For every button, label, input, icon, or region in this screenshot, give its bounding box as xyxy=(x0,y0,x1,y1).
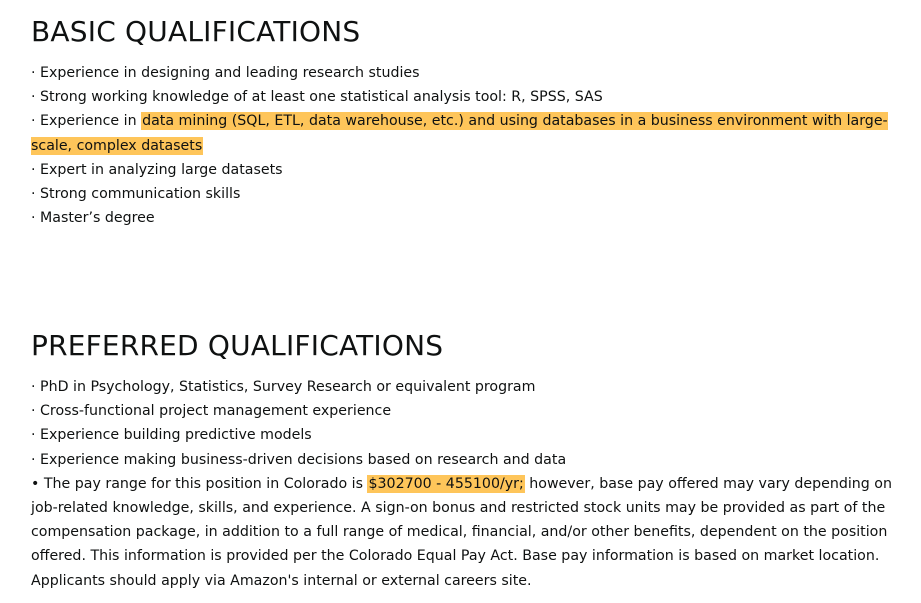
pay-range-details: however, base pay offered may vary depending on job-related knowledge, skills, and experience. A sign-on bonus and restricted stock units may be provided as part of the compensation package, in addition to a full range of medical, financial, and/or other benefits, dependent on the position offered. This information is provided per the Colorado Equal Pay Act. Base pay information is based on market location. Applicants should apply via Amazon's internal or external careers site. xyxy=(31,475,892,589)
list-item: · Experience making business-driven decisions based on research and data xyxy=(31,451,567,468)
list-item-text: · Experience in xyxy=(31,113,142,130)
list-item: · Experience in designing and leading research studies xyxy=(31,65,420,81)
basic-qualifications-list xyxy=(31,61,901,230)
list-item: · Expert in analyzing large datasets xyxy=(31,161,283,178)
list-item: · Experience building predictive models xyxy=(31,427,312,444)
pay-range-paragraph xyxy=(31,472,901,593)
preferred-qualifications-list xyxy=(31,375,901,593)
list-item: · Cross-functional project management experience xyxy=(31,403,392,420)
highlighted-text: data mining (SQL, ETL, data warehouse, etc.) and using databases in a business environment with large-scale, complex datasets xyxy=(31,113,888,154)
preferred-qualifications-heading: PREFERRED QUALIFICATIONS xyxy=(31,329,444,362)
list-item: · Strong working knowledge of at least one statistical analysis tool: R, SPSS, SAS xyxy=(31,89,603,106)
list-item: · Strong communication skills xyxy=(31,186,241,203)
list-item xyxy=(31,109,901,157)
list-item: · PhD in Psychology, Statistics, Survey Research or equivalent program xyxy=(31,379,536,395)
pay-range-prefix: • The pay range for this position in Colorado is xyxy=(31,475,368,492)
list-item: · Master’s degree xyxy=(31,210,155,227)
pay-range-highlight: $302700 - 455100/yr; xyxy=(368,475,524,492)
basic-qualifications-heading: BASIC QUALIFICATIONS xyxy=(31,15,361,48)
